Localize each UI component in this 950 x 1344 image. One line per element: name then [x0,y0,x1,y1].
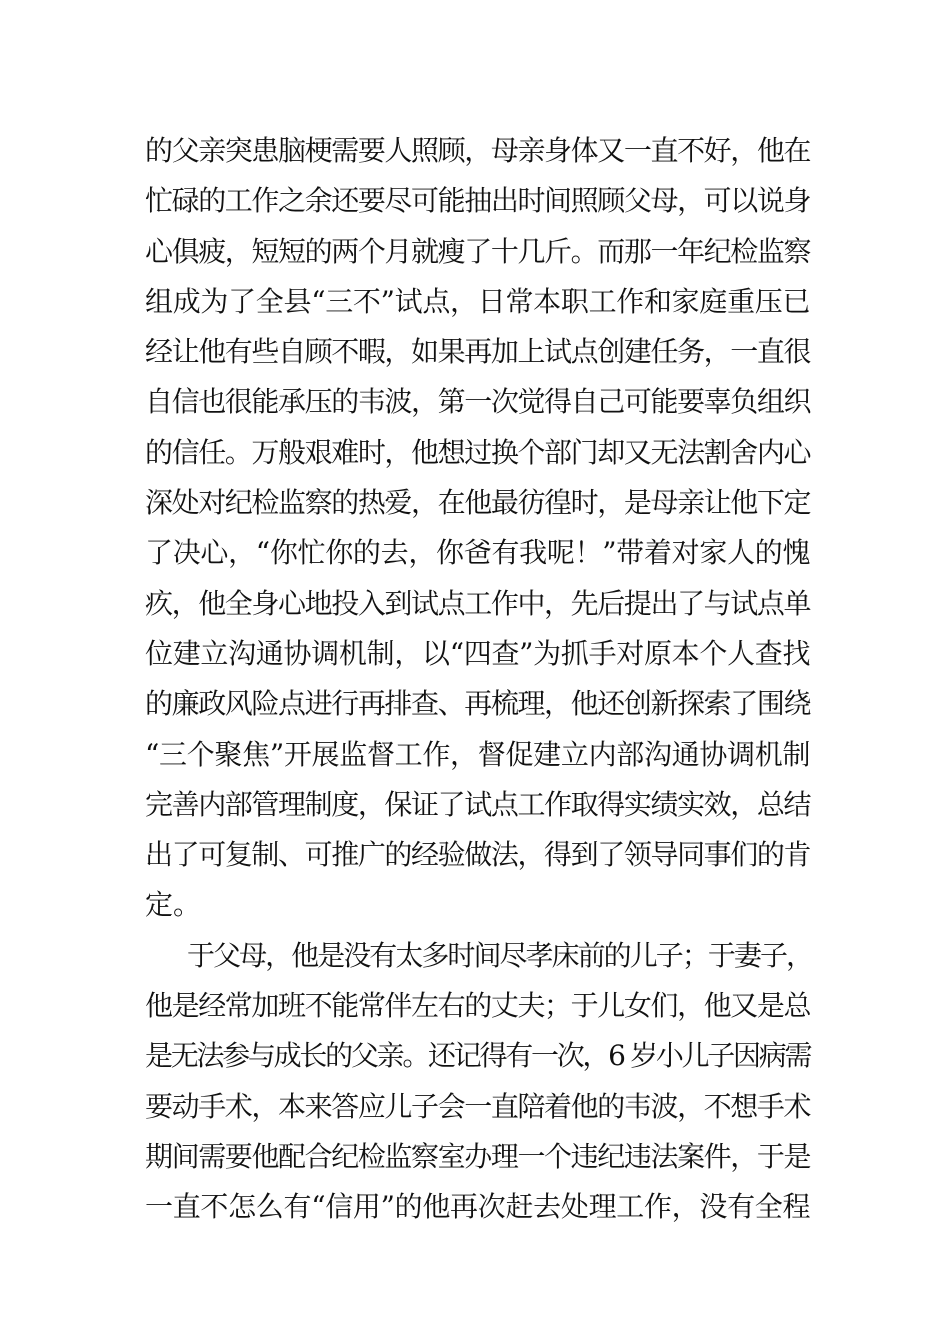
text-line: 的廉政风险点进行再排查、再梳理，他还创新探索了围绕 [145,687,810,721]
text-line: 的父亲突患脑梗需要人照顾，母亲身体又一直不好，他在 [145,134,810,167]
text-line: 是无法参与成长的父亲。还记得有一次，6 岁小儿子因病需 [145,1039,810,1073]
text-line: 了决心，“你忙你的去，你爸有我呢！”带着对家人的愧 [145,536,810,570]
text-line: 组成为了全县“三不”试点，日常本职工作和家庭重压已 [145,284,810,318]
text-line: 他是经常加班不能常伴左右的丈夫；于儿女们，他又是总 [145,989,810,1023]
text-line: 深处对纪检监察的热爱，在他最彷徨时，是母亲让他下定 [145,486,810,520]
text-line: 的信任。万般艰难时，他想过换个部门却又无法割舍内心 [145,435,810,469]
paragraph-1 [145,126,810,931]
text-line: 于父母，他是没有太多时间尽孝床前的儿子；于妻子， [187,938,810,972]
text-line: 忙碌的工作之余还要尽可能抽出时间照顾父母，可以说身 [145,184,810,218]
text-line: “三个聚焦”开展监督工作，督促建立内部沟通协调机制 [145,737,810,771]
text-line: 一直不怎么有“信用”的他再次赶去处理工作，没有全程 [145,1190,810,1224]
text-line: 疚，他全身心地投入到试点工作中，先后提出了与试点单 [145,586,810,620]
text-line: 期间需要他配合纪检监察室办理一个违纪违法案件，于是 [145,1139,810,1173]
text-line: 位建立沟通协调机制，以“四查”为抓手对原本个人查找 [145,636,810,670]
text-line: 经让他有些自顾不暇，如果再加上试点创建任务，一直很 [145,335,810,369]
text-line: 自信也很能承压的韦波，第一次觉得自己可能要辜负组织 [145,385,810,419]
text-line: 完善内部管理制度，保证了试点工作取得实绩实效，总结 [145,787,810,821]
text-line: 出了可复制、可推广的经验做法，得到了领导同事们的肯 [145,838,810,872]
text-line: 心俱疲，短短的两个月就瘦了十几斤。而那一年纪检监察 [145,234,810,268]
body-text [145,126,810,1233]
paragraph-2 [145,931,810,1233]
text-line: 定。 [145,888,202,922]
text-line: 要动手术，本来答应儿子会一直陪着他的韦波，不想手术 [145,1089,810,1123]
